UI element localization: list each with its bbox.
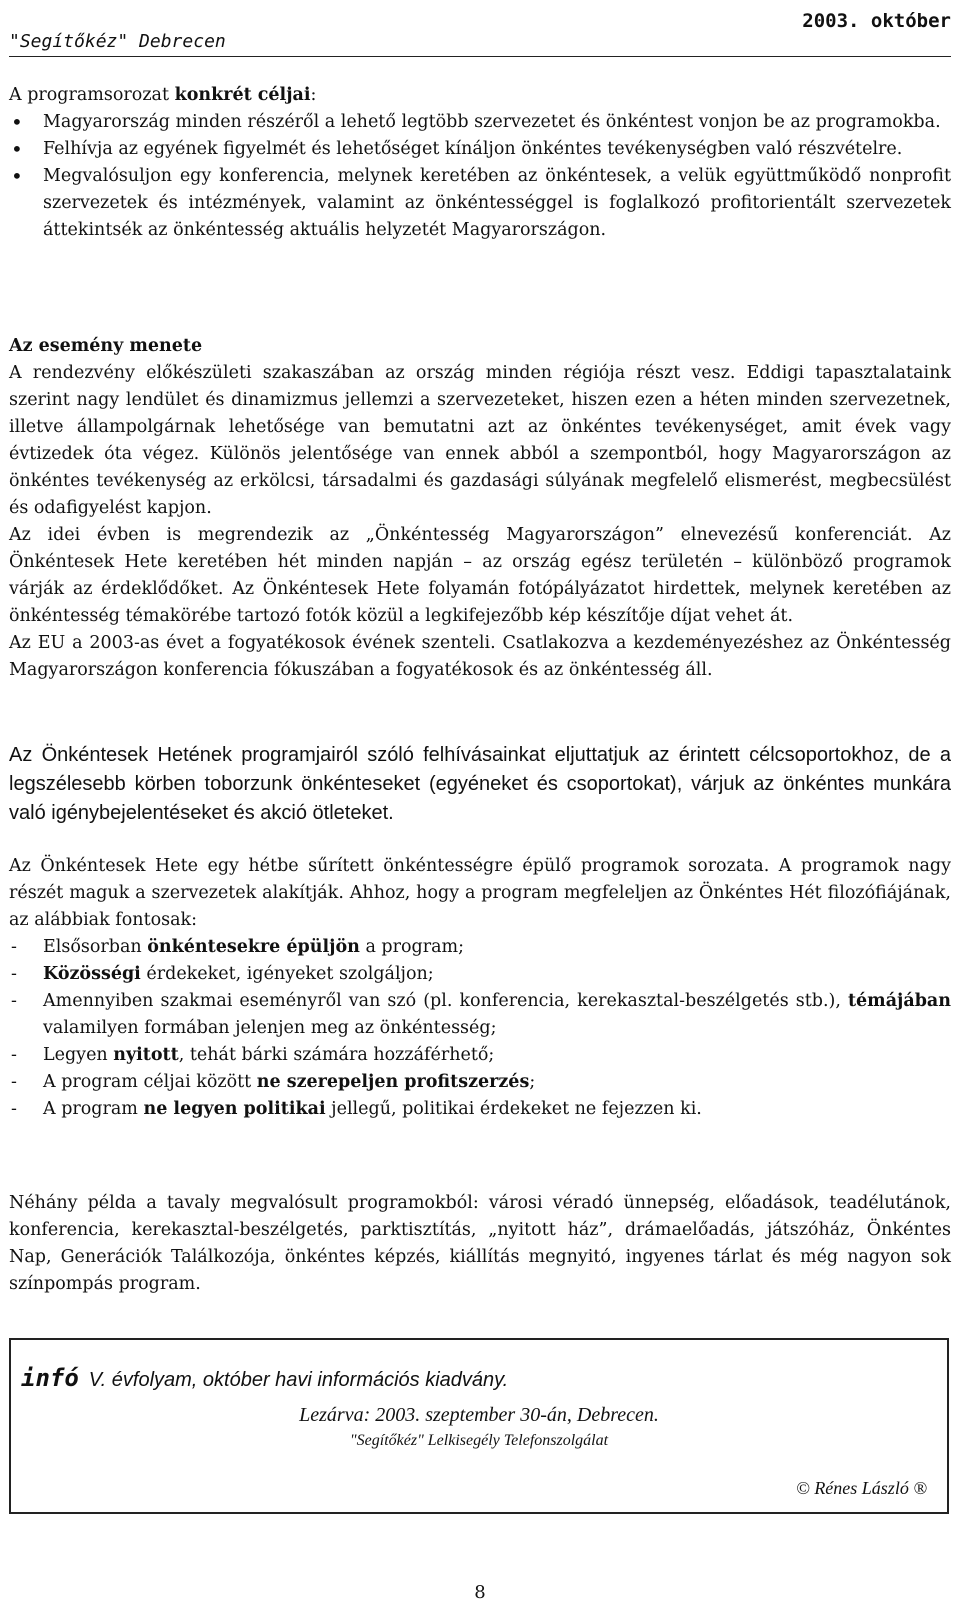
list-item: • Felhívja az egyének figyelmét és lehetőséget kínáljon önkéntes tevékenységben való részvételre. (9, 136, 951, 163)
header-org: "Segítőkéz" Debrecen (9, 31, 226, 52)
footer-closed-date: Lezárva: 2003. szeptember 30-án, Debrecen. (299, 1404, 659, 1426)
list-item: - Amennyiben szakmai eseményről van szó (pl. konferencia, kerekasztal-beszélgetés stb.), témájában valamilyen formában jelenjen meg az önkéntesség; (9, 988, 951, 1042)
week-criteria-list (9, 934, 951, 1123)
event-paragraph-3: Az EU a 2003-as évet a fogyatékosok évének szenteli. Csatlakozva a kezdeményezéshez az Önkéntesség Magyarországon konferencia fókuszában a fogyatékosok és az önkéntesség áll. (9, 633, 951, 680)
info-logo: infó (21, 1364, 79, 1392)
event-paragraph-1: A rendezvény előkészületi szakaszában az ország minden régiója részt vesz. Eddigi tapasztalataink szerint nagy lendület és dinamizmus jellemzi a szervezeteket, hiszen ezen a héten minden szervezetnek, illetve állampolgárnak lehetősége van bemutatni azt az önkéntes tevékenységet, amit évek vagy évtizedek óta végez. Különös jelentősége van ennek abból a szempontból, hogy Magyarországon az önkéntes tevékenység az erkölcsi, társadalmi és gazdasági súlyának megfelelő elismerést, megbecsülést és odafigyelést kapjon. (9, 363, 951, 518)
call-paragraph: Az Önkéntesek Hetének programjairól szóló felhívásainkat eljuttatjuk az érintett célcsoportokhoz, de a legszélesebb körben toborzunk önkénteseket (egyéneket és csoportokat), várjuk az önkéntes munkára való igénybejelentéseket és akció ötleteket. (9, 744, 951, 824)
section-heading: Az esemény menete (9, 336, 203, 356)
page-number: 8 (474, 1582, 486, 1603)
week-section (9, 853, 951, 1123)
list-item: - Közösségi érdekeket, igényeket szolgáljon; (9, 961, 951, 988)
goals-list (9, 109, 951, 244)
list-item: - A program ne legyen politikai jellegű, politikai érdekeket ne fejezzen ki. (9, 1096, 951, 1123)
list-item: - Legyen nyitott, tehát bárki számára hozzáférhető; (9, 1042, 951, 1069)
examples-paragraph: Néhány példa a tavaly megvalósult programokból: városi véradó ünnepség, előadások, teadélutánok, konferencia, kerekasztal-beszélgetés, parktisztítás, „nyitott ház”, drámaelőadás, játszóház, Önkéntes Nap, Generációk Találkozója, önkéntes képzés, kiállítás megnyitó, ingyenes tárlat és még nagyon sok színpompás program. (9, 1193, 951, 1294)
week-intro: Az Önkéntesek Hete egy hétbe sűrített önkéntességre épülő programok sorozata. A programok nagy részét maguk a szervezetek alakítják. Ahhoz, hogy a program megfeleljen az Önkéntes Hét filozófiájának, az alábbiak fontosak: (9, 856, 951, 930)
list-item: - Elsősorban önkéntesekre épüljön a program; (9, 934, 951, 961)
page-header (9, 6, 951, 57)
footer-org: "Segítőkéz" Lelkisegély Telefonszolgálat (349, 1432, 609, 1449)
event-paragraph-2: Az idei évben is megrendezik az „Önkéntesség Magyarországon” elnevezésű konferenciát. Az Önkéntesek Hete keretében hét minden napján – az ország egész területén – különböző programok várják az érdeklődőket. Az Önkéntesek Hete folyamán fotópályázatot hirdettek, melynek keretében az önkéntesség témakörébe tartozó fotók közül a legkifejezőbb kép készítője díjat vehet át. (9, 525, 951, 626)
list-item: • Megvalósuljon egy konferencia, melynek keretében az önkéntesek, a velük együttműködő nonprofit szervezetek és intézmények, valamint az önkéntességgel is foglalkozó profitorientált szervezetek áttekintsék az önkéntesség aktuális helyzetét Magyarországon. (9, 163, 951, 244)
goals-intro: A programsorozat konkrét céljai: (9, 85, 317, 105)
list-item: • Magyarország minden részéről a lehető legtöbb szervezetet és önkéntest vonjon be az programokba. (9, 109, 951, 136)
list-item: - A program céljai között ne szerepeljen profitszerzés; (9, 1069, 951, 1096)
event-section (9, 333, 951, 684)
goals-section (9, 82, 951, 244)
footer-signature: © Rénes László ® (796, 1478, 927, 1498)
header-date: 2003. október (802, 10, 951, 32)
footer-box (9, 1338, 949, 1514)
footer-edition: infó V. évfolyam, október havi információs kiadvány. (21, 1364, 509, 1392)
